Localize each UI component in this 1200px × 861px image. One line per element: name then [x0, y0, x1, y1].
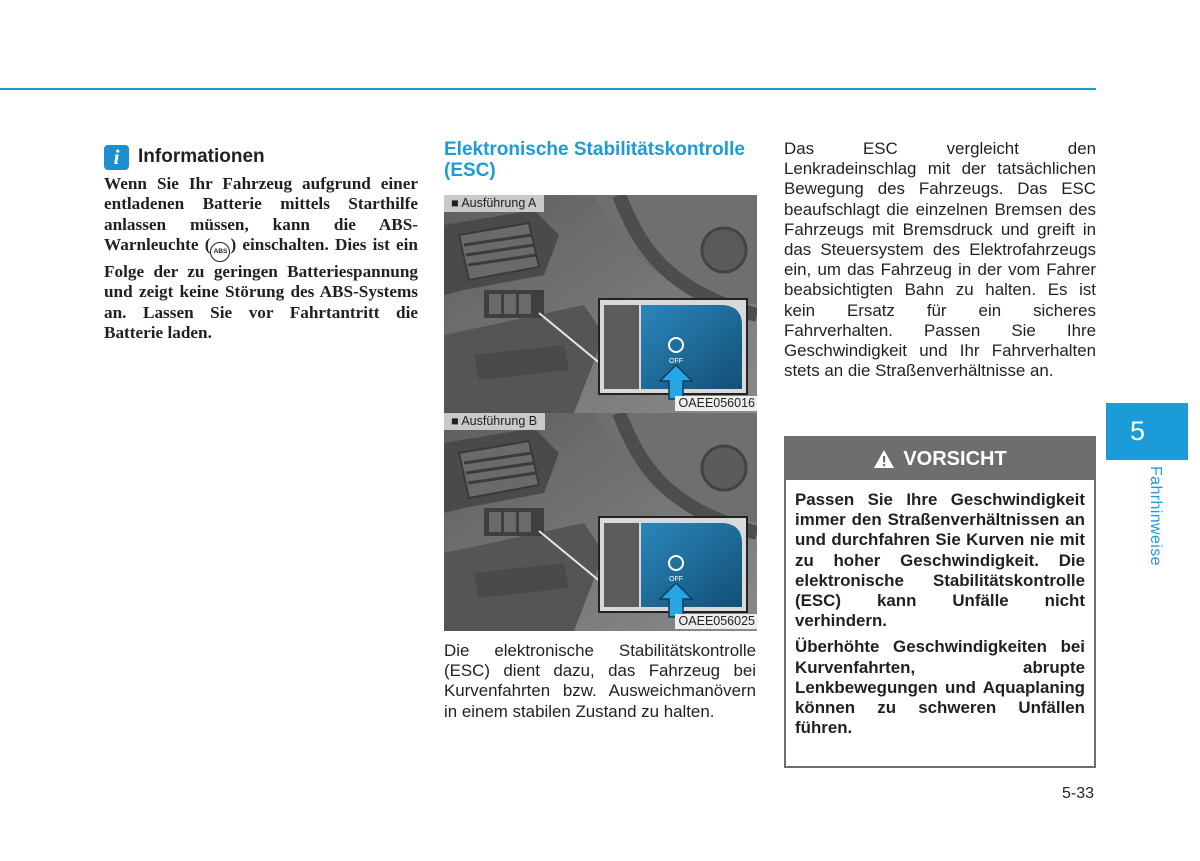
dashboard-illustration-b: [444, 413, 757, 631]
info-icon: i: [104, 145, 129, 170]
chapter-tab: 5: [1106, 403, 1188, 460]
caution-paragraph: Überhöhte Geschwindigkeiten bei Kurvenfahrten, abrupte Lenkbewegungen und Aquaplaning können zu schweren Unfällen führen.: [795, 637, 1085, 738]
caution-title: VORSICHT: [903, 447, 1007, 470]
figure-code-b: OAEE056025: [675, 614, 757, 629]
page-number: 5-33: [1061, 785, 1094, 802]
esc-description: Die elektronische Stabilitätskontrolle (ESC) dient dazu, das Fahrzeug bei Kurvenfahrten bzw. Ausweichmanövern in einem stabilen Zustand zu halten.: [444, 641, 756, 721]
info-body: [104, 174, 418, 343]
figure-label-b: ■ Ausführung B: [444, 413, 545, 430]
figure-variant-a: [444, 195, 757, 413]
caution-header: [786, 438, 1094, 480]
caution-box: [784, 436, 1096, 768]
esc-function-text: Das ESC vergleicht den Lenkradeinschlag mit der tatsächlichen Bewegung des Fahrzeugs. Das ESC beaufschlagt die einzelnen Bremsen des Fahrzeugs mit Bremsdruck und greift in das Steuersystem des Elektrofahrzeugs ein, um das Fahrzeug in der vom Fahrer beabsichtigten Bahn zu halten. Es ist kein Ersatz für ein sicheres Fahrverhalten. Passen Sie Ihre Geschwindigkeit und Ihr Fahrverhalten stets an die Straßenverhältnisse an.: [784, 139, 1096, 381]
esc-off-label-a: OFF: [669, 358, 683, 365]
figure-label-a: ■ Ausführung A: [444, 195, 544, 212]
info-text-part2: ) einschalten. Dies ist ein Folge der zu geringen Batteriespannung und zeigt keine Störung des ABS-Systems an. Lassen Sie vor Fahrtantritt die Batterie laden.: [104, 234, 418, 342]
warning-triangle-icon: [873, 449, 895, 469]
header-rule: [0, 88, 1096, 90]
esc-off-label-b: OFF: [669, 576, 683, 583]
caution-paragraph: Passen Sie Ihre Geschwindigkeit immer den Straßenverhältnissen an und durchfahren Sie Kurven nie mit zu hoher Geschwindigkeit. Die elektronische Stabilitätskontrolle (ESC) kann Unfälle nicht verhindern.: [795, 490, 1085, 631]
info-title: Informationen: [138, 146, 265, 167]
info-heading: [104, 144, 418, 170]
figure-variant-b: [444, 413, 757, 631]
dashboard-illustration-a: [444, 195, 757, 413]
info-note: [104, 144, 418, 343]
abs-warning-icon: ABS: [210, 242, 230, 262]
info-text-part1: Wenn Sie Ihr Fahrzeug aufgrund einer entladenen Batterie mittels Starthilfe anlassen müssen, kann die ABS-Warnleuchte (: [104, 174, 418, 254]
section-title: Elektronische Stabilitätskontrolle (ESC): [444, 139, 745, 181]
chapter-name: Fahrhinweise: [1147, 466, 1164, 566]
caution-body: [786, 480, 1094, 738]
figure-code-a: OAEE056016: [675, 396, 757, 411]
